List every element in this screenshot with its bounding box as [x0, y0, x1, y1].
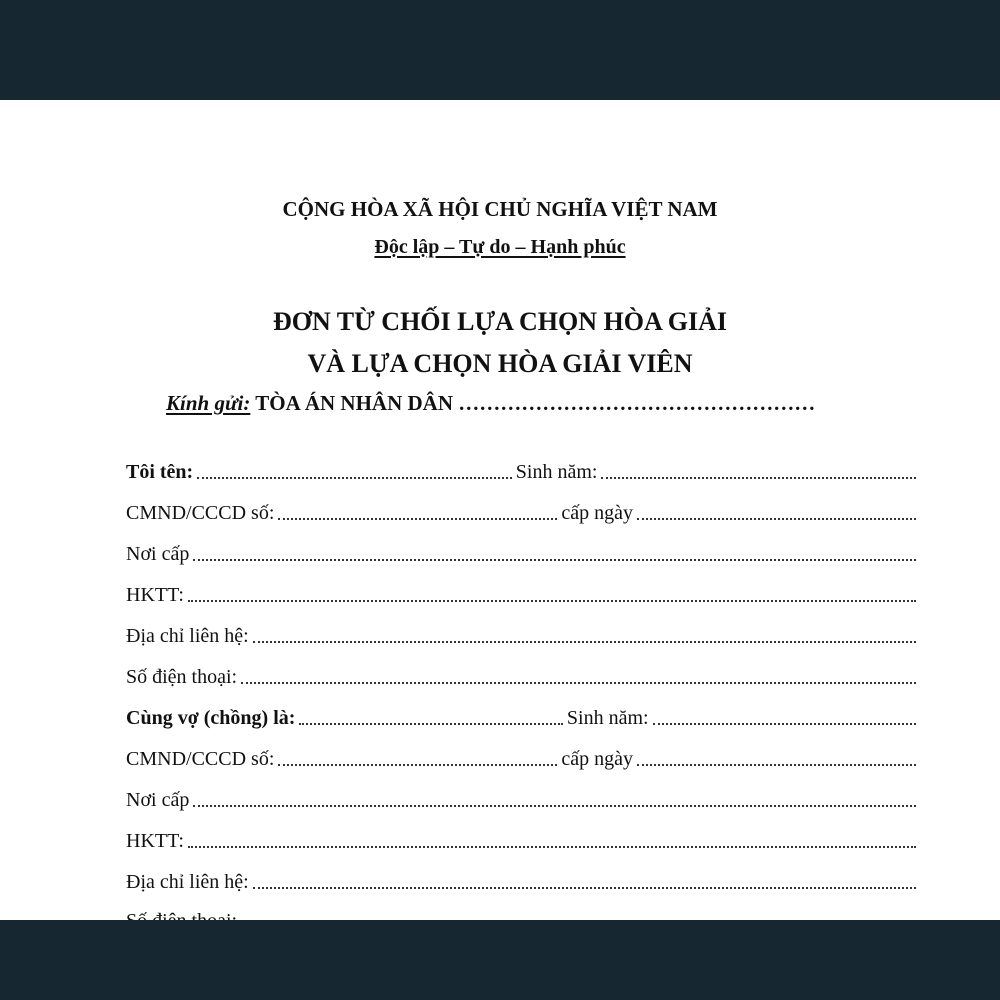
spouse-name-field[interactable] [299, 723, 562, 725]
self-residence-field[interactable] [188, 600, 916, 602]
self-address-row [126, 622, 916, 648]
spouse-issue-place-label: Nơi cấp [126, 789, 190, 811]
bottom-dark-band [0, 920, 1000, 1000]
self-address-field[interactable] [253, 641, 916, 643]
recipient-label: Kính gửi: [166, 391, 251, 415]
document-title-line-2: VÀ LỰA CHỌN HÒA GIẢI VIÊN [307, 349, 693, 378]
spouse-issue-date-field[interactable] [637, 764, 916, 766]
spouse-issue-place-row [126, 786, 916, 812]
self-issue-place-field[interactable] [193, 559, 916, 561]
self-residence-row [126, 581, 916, 607]
top-dark-band [0, 0, 1000, 100]
document-title-line-1: ĐƠN TỪ CHỐI LỰA CHỌN HÒA GIẢI [272, 307, 728, 336]
self-id-row [126, 499, 916, 525]
spouse-issue-date-label: cấp ngày [561, 748, 634, 770]
motto-text: Độc lập – Tự do – Hạnh phúc [374, 236, 626, 258]
self-issue-place-label: Nơi cấp [126, 543, 190, 565]
self-id-label: CMND/CCCD số: [126, 502, 275, 524]
spouse-issue-place-field[interactable] [193, 805, 916, 807]
spouse-address-label: Địa chỉ liên hệ: [126, 871, 249, 893]
document-page [0, 100, 1000, 920]
spouse-residence-label: HKTT: [126, 830, 184, 852]
spouse-id-row [126, 745, 916, 771]
spouse-address-row [126, 868, 916, 894]
spouse-id-label: CMND/CCCD số: [126, 748, 275, 770]
self-phone-row [126, 663, 916, 689]
self-phone-label: Số điện thoại: [126, 666, 238, 688]
self-birth-field[interactable] [601, 477, 916, 479]
national-title: CỘNG HÒA XÃ HỘI CHỦ NGHĨA VIỆT NAM [282, 197, 718, 221]
self-issue-date-field[interactable] [637, 518, 916, 520]
spouse-residence-field[interactable] [188, 846, 916, 848]
spouse-birth-field[interactable] [653, 723, 916, 725]
self-name-row [126, 458, 916, 484]
spouse-residence-row [126, 827, 916, 853]
spouse-name-row [126, 704, 916, 730]
recipient-text: TÒA ÁN NHÂN DÂN …………………………………………… [255, 391, 816, 415]
national-motto [0, 236, 1000, 259]
spouse-name-label: Cùng vợ (chồng) là: [126, 707, 296, 729]
self-address-label: Địa chỉ liên hệ: [126, 625, 249, 647]
recipient-line [166, 391, 815, 416]
self-id-field[interactable] [278, 518, 557, 520]
self-birth-label: Sinh năm: [515, 461, 598, 483]
spouse-id-field[interactable] [278, 764, 557, 766]
self-name-label: Tôi tên: [126, 461, 194, 483]
self-name-field[interactable] [197, 477, 512, 479]
self-residence-label: HKTT: [126, 584, 184, 606]
self-phone-field[interactable] [241, 682, 916, 684]
spouse-address-field[interactable] [253, 887, 916, 889]
spouse-birth-label: Sinh năm: [566, 707, 649, 729]
self-issue-date-label: cấp ngày [561, 502, 634, 524]
self-issue-place-row [126, 540, 916, 566]
